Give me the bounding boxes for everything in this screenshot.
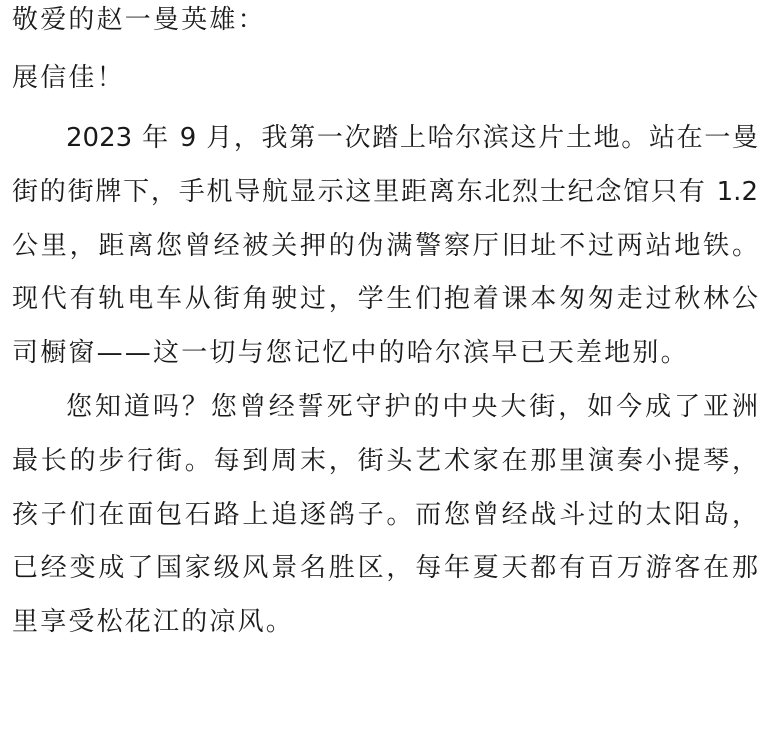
letter-body [12,0,758,650]
salutation: 敬爱的赵一曼英雄： [12,5,266,35]
paragraph-line: 现代有轨电车从街角驶过，学生们抱着课本匆匆走过秋林公 [12,284,758,315]
paragraph-line: 公里，距离您曾经被关押的伪满警察厅旧址不过两站地铁。 [12,230,758,261]
paragraph-line: 里享受松花江的凉风。 [12,607,295,638]
paragraph-2 [12,381,758,650]
paragraph-1 [12,112,758,381]
paragraph-line: 最长的步行街。每到周末，街头艺术家在那里演奏小提琴， [12,445,758,476]
paragraph-line: 司橱窗——这一切与您记忆中的哈尔滨早已天差地别。 [12,338,689,369]
paragraph-line: 街的街牌下，手机导航显示这里距离东北烈士纪念馆只有 1.2 [12,176,758,207]
paragraph-line: 您知道吗？您曾经誓死守护的中央大街，如今成了亚洲 [66,391,758,422]
paragraph-line: 孩子们在面包石路上追逐鸽子。而您曾经战斗过的太阳岛， [12,499,758,530]
paragraph-line: 已经变成了国家级风景名胜区，每年夏天都有百万游客在那 [12,553,758,584]
greeting: 展信佳！ [12,63,125,93]
paragraph-line: 2023 年 9 月，我第一次踏上哈尔滨这片土地。站在一曼 [66,123,758,153]
